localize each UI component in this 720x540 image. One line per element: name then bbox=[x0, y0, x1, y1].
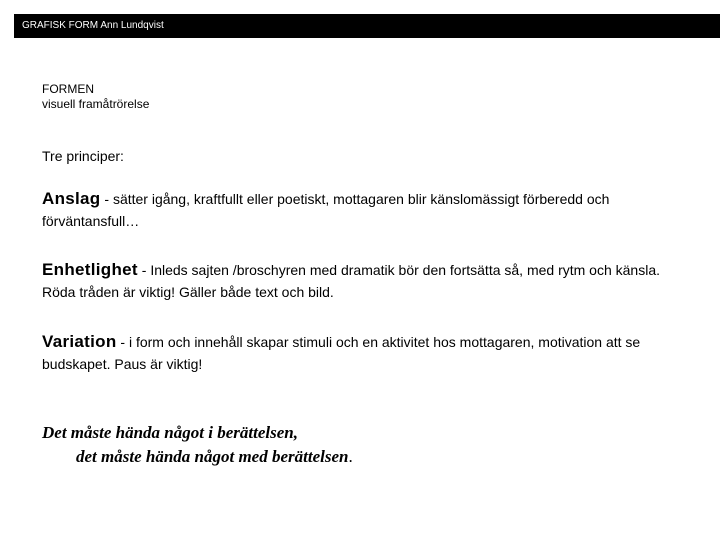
principle-separator: - bbox=[100, 191, 113, 207]
principle-anslag bbox=[42, 188, 682, 232]
closing-quote bbox=[42, 421, 353, 469]
principle-enhetlighet bbox=[42, 259, 682, 303]
intro-text: Tre principer: bbox=[42, 148, 124, 164]
principle-text: sätter igång, kraftfullt eller poetiskt, mottagaren blir känslomässigt förberedd och förväntansfull… bbox=[42, 191, 610, 229]
principle-separator: - bbox=[116, 334, 129, 350]
principle-variation bbox=[42, 331, 682, 375]
quote-line-2: det måste hända något med berättelsen bbox=[76, 447, 349, 466]
section-heading: FORMEN bbox=[42, 82, 94, 96]
principle-text: i form och innehåll skapar stimuli och en aktivitet hos mottagaren, motivation att se budskapet. Paus är viktig! bbox=[42, 334, 641, 372]
quote-line-2-wrapper bbox=[42, 445, 353, 469]
section-subheading: visuell framåtrörelse bbox=[42, 97, 150, 111]
header-title: GRAFISK FORM Ann Lundqvist bbox=[22, 20, 164, 31]
principle-separator: - bbox=[137, 262, 151, 278]
principle-term: Anslag bbox=[42, 189, 101, 208]
quote-line-1: Det måste hända något i berättelsen, bbox=[42, 423, 298, 442]
principle-term: Variation bbox=[42, 332, 117, 351]
principle-term: Enhetlighet bbox=[42, 260, 138, 279]
principle-text: Inleds sajten /broschyren med dramatik bör den fortsätta så, med rytm och känsla. Röda tråden är viktig! Gäller både text och bild. bbox=[42, 262, 660, 300]
quote-period: . bbox=[348, 447, 353, 466]
header-bar bbox=[14, 14, 720, 38]
section-label bbox=[42, 82, 149, 112]
